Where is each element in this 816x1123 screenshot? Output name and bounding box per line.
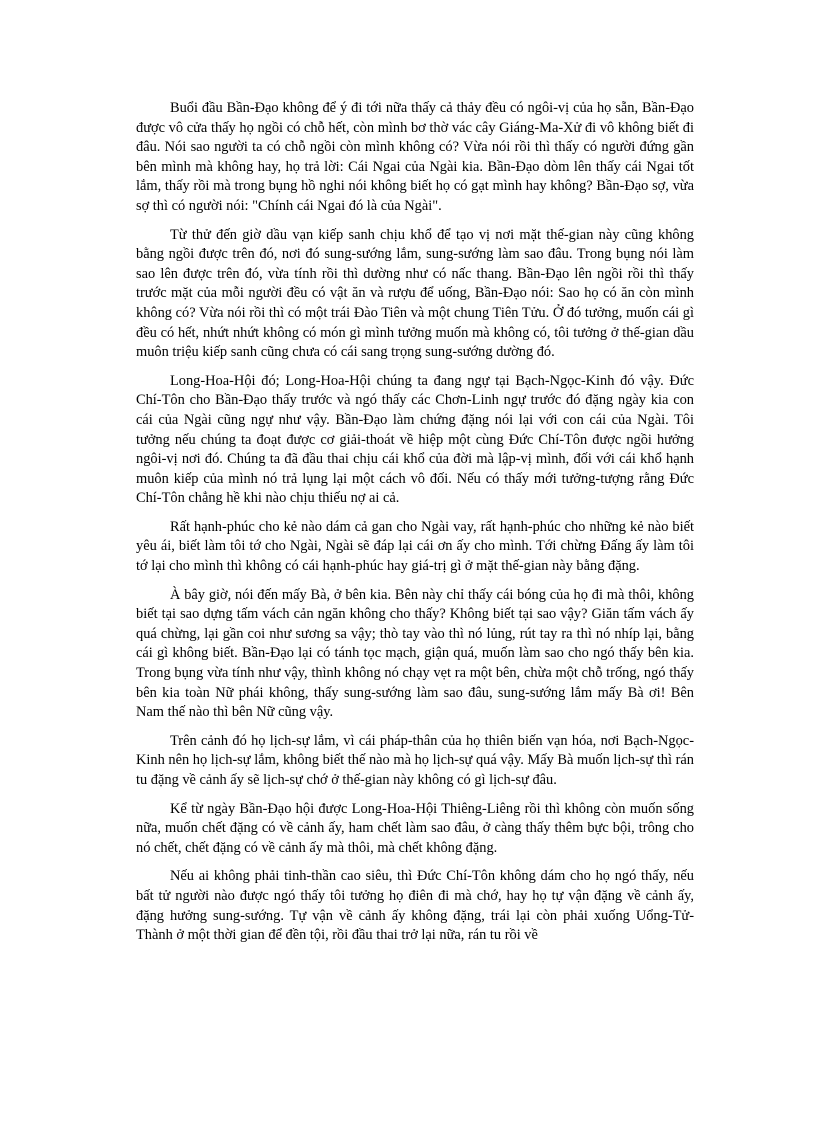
document-page <box>136 99 694 955</box>
paragraph-6: Trên cảnh đó họ lịch-sự lắm, vì cái pháp-thân của họ thiên biến vạn hóa, nơi Bạch-Ngọc-Kinh nên họ lịch-sự lắm, không biết thế nào mà họ lịch-sự quá vậy. Mấy Bà muốn lịch-sự thì rán tu đặng về cảnh ấy sẽ lịch-sự chớ ở thế-gian này không có gì lịch-sự đâu. <box>136 732 694 788</box>
paragraph-2: Từ thử đến giờ dầu vạn kiếp sanh chịu khổ để tạo vị nơi mặt thế-gian này cũng không bằng ngồi được trên đó, nơi đó sung-sướng lắm, sung-sướng làm sao đâu. Trong bụng nói làm sao lên được trên đó, vừa tính rồi thì dường như có nấc thang. Bần-Đạo lên ngồi rồi thì thấy trước mặt của mỗi người đều có vật ăn và rượu để uống, Bần-Đạo nói: Sao họ có ăn còn mình không có? Vừa nói rồi thì có một trái Đào Tiên và một chung Tiên Tửu. Ở đó tưởng, muốn cái gì đều có hết, nhứt nhứt không có món gì mình tưởng muốn mà không có, tôi tưởng ở thế-gian dầu muôn triệu kiếp sanh cũng chưa có cái sang trọng sung-sướng dường đó. <box>136 226 694 361</box>
paragraph-1: Buổi đầu Bần-Đạo không để ý đi tới nữa thấy cả thảy đều có ngôi-vị của họ sẵn, Bần-Đạo được vô cửa thấy họ ngồi có chỗ hết, còn mình bơ thờ vác cây Giáng-Ma-Xử đi vô không biết đi đâu. Nói sao người ta có chỗ ngồi còn mình không có? Vừa nói rồi thì thấy có người đứng gần bên mình mà không hay, họ trả lời: Cái Ngai của Ngài kia. Bần-Đạo dòm lên thấy cái Ngai tốt lắm, thấy rồi mà trong bụng hồ nghi nói không biết họ có gạt mình hay không? Bần-Đạo sợ, vừa sợ thì có người nói: "Chính cái Ngai đó là của Ngài". <box>136 100 694 214</box>
paragraph-5: À bây giờ, nói đến mấy Bà, ở bên kia. Bên này chỉ thấy cái bóng của họ đi mà thôi, không biết tại sao dựng tấm vách cản ngăn không cho thấy? Không biết tại sao vậy? Giăn tấm vách ấy quá chừng, lại gần coi như sương sa vậy; thò tay vào thì nó lủng, rút tay ra thì nó nhíp lại, bằng cái gì không biết. Bần-Đạo lại có tánh tọc mạch, giận quá, muốn làm sao cho ngó thấy bên kia. Trong bụng vừa tính như vậy, thình không nó chạy vẹt ra một bên, chừa một chỗ trống, ngó thấy bên kia toàn Nữ phái không, thấy sung-sướng làm sao đâu, sung-sướng lắm mấy Bà ơi! Bên Nam thế nào thì bên Nữ cũng vậy. <box>136 586 694 721</box>
paragraph-3: Long-Hoa-Hội đó; Long-Hoa-Hội chúng ta đang ngự tại Bạch-Ngọc-Kinh đó vậy. Đức Chí-Tôn cho Bần-Đạo thấy trước và ngó thấy các Chơn-Linh ngự trước đó đặng ngày kia con cái của Ngài cũng ngự như vậy. Bần-Đạo làm chứng đặng nói lại với con cái của Ngài. Tôi tưởng nếu chúng ta đoạt được cơ giải-thoát về hiệp một cùng Đức Chí-Tôn được ngồi hưởng ngôi-vị nơi đó. Chúng ta đã đầu thai chịu cái khổ của đời mà lập-vị mình, đối với cái khổ hạnh muôn kiếp của mình nó trả lụng lại một cách vô đối. Nếu có thấy mới tưởng-tượng rằng Đức Chí-Tôn chẳng hề khi nào chịu thiếu nợ ai cả. <box>136 372 694 507</box>
paragraph-8: Nếu ai không phải tinh-thần cao siêu, thì Đức Chí-Tôn không dám cho họ ngó thấy, nếu bất tử người nào được ngó thấy tôi tưởng họ điên đi mà chớ, hay họ tự vận đặng về cảnh ấy, đặng hưởng sung-sướng. Tự vận về cảnh ấy không đặng, trái lại còn phải xuống Uổng-Tử-Thành ở một thời gian để đền tội, rồi đầu thai trở lại nữa, rán tu rồi về <box>136 868 694 944</box>
paragraph-7: Kể từ ngày Bần-Đạo hội được Long-Hoa-Hội Thiêng-Liêng rồi thì không còn muốn sống nữa, muốn chết đặng có về cảnh ấy, ham chết làm sao đâu, ở càng thấy thêm bực bội, trông cho nó chết, chết đặng có về cảnh ấy mà thôi, mà chết không đặng. <box>136 800 694 856</box>
paragraph-4: Rất hạnh-phúc cho kẻ nào dám cả gan cho Ngài vay, rất hạnh-phúc cho những kẻ nào biết yêu ái, biết làm tôi tớ cho Ngài, Ngài sẽ đáp lại cái ơn ấy cho mình. Tới chừng Đấng ấy làm tôi tớ lại cho mình thì không có cái hạnh-phúc hay giá-trị gì ở mặt thế-gian này bằng đặng. <box>136 518 694 575</box>
